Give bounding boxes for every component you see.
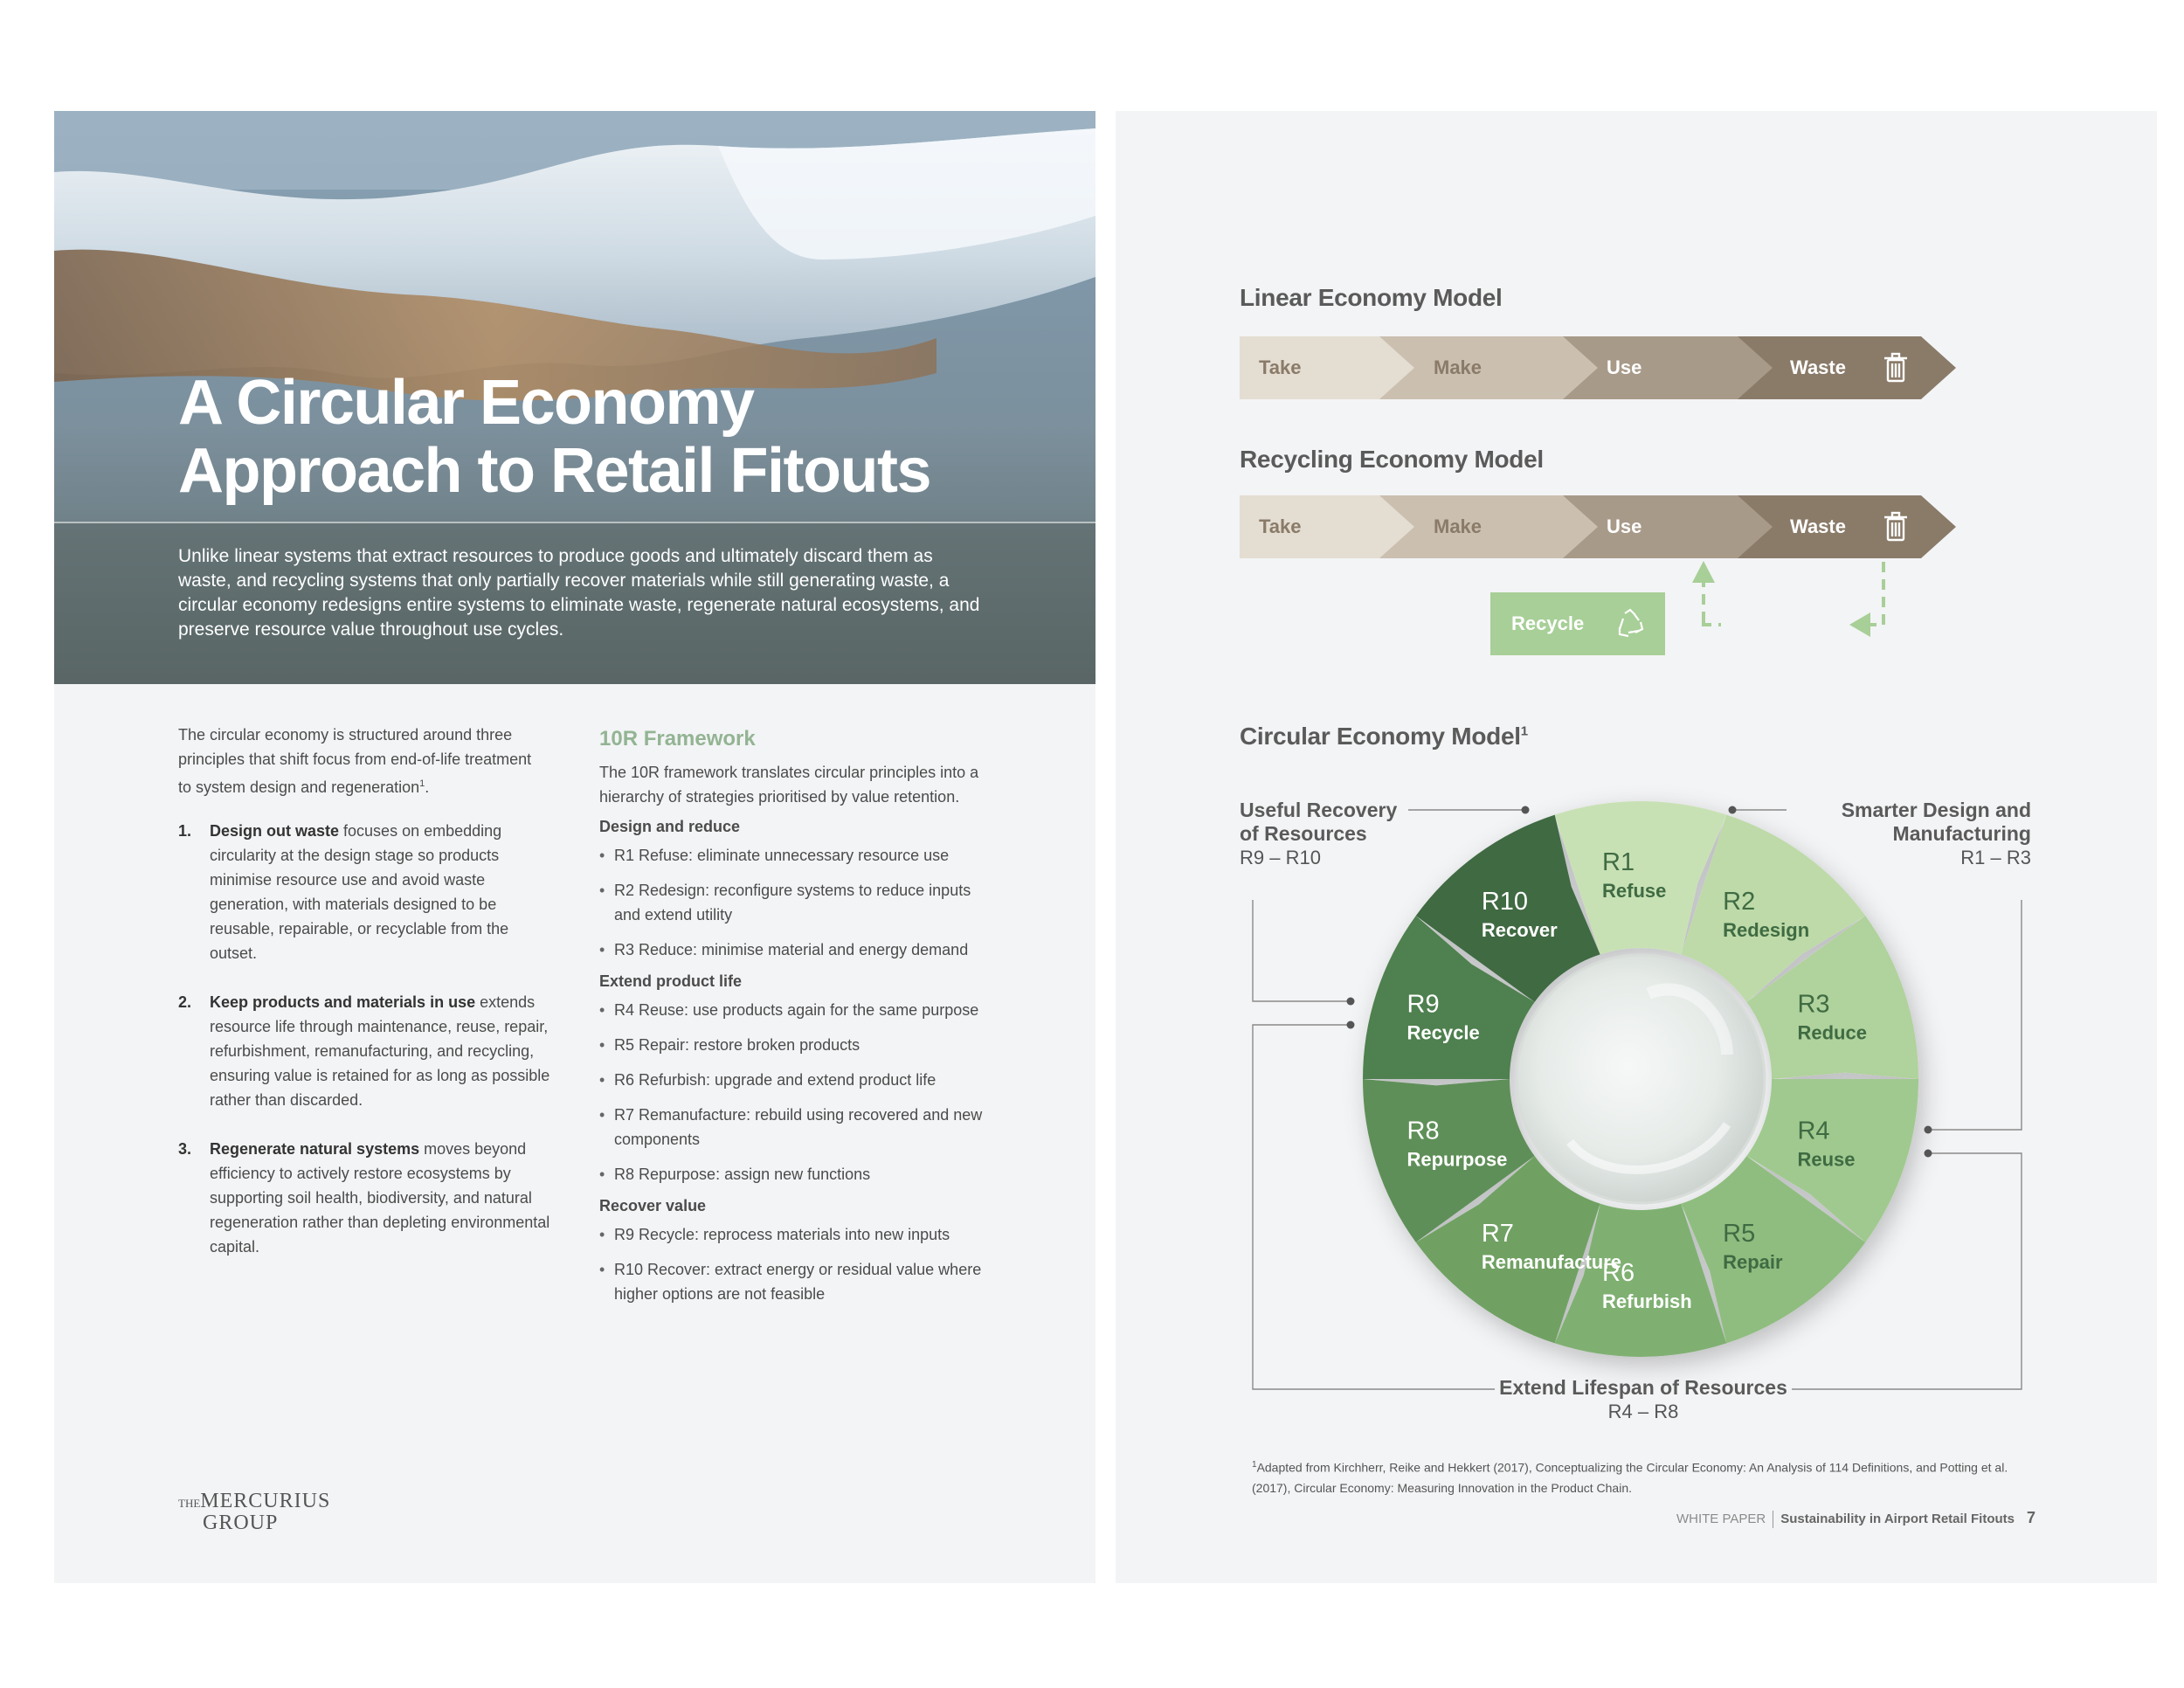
- logo-the: THE: [178, 1497, 201, 1510]
- list-item: • R8 Repurpose: assign new functions: [599, 1162, 1001, 1186]
- framework-group-heading: Design and reduce: [599, 818, 741, 835]
- list-item: • R10 Recover: extract energy or residual value where higher options are not feasible: [599, 1257, 1001, 1306]
- callout-extend-line1: Extend Lifespan of Resources: [1499, 1376, 1787, 1399]
- segment-code: R2: [1723, 887, 1756, 916]
- recycling-model-title: Recycling Economy Model: [1240, 446, 1544, 473]
- circular-footnote-ref: 1: [1520, 723, 1528, 739]
- segment-label: Reuse: [1797, 1148, 1856, 1171]
- hero-banner: [54, 111, 1095, 684]
- principle-item: [178, 990, 554, 1112]
- list-item: • R3 Reduce: minimise material and energy demand: [599, 937, 1001, 962]
- principle-text: focuses on embedding circularity at the design stage so products minimise resource use and avoid waste generation, with materials designed to be reusable, repairable, or recyclable from the outset.: [210, 822, 509, 962]
- left-page: [54, 111, 1095, 1583]
- callout-smarter-design: [1762, 799, 2031, 869]
- linear-model-title: Linear Economy Model: [1240, 284, 1503, 311]
- framework-intro: The 10R framework translates circular principles into a hierarchy of strategies prioritised by value retention.: [599, 764, 979, 806]
- segment-label: Redesign: [1723, 918, 1810, 941]
- step-take: Take: [1259, 356, 1302, 378]
- footnote-marker: 1: [1252, 1460, 1257, 1470]
- step-take: Take: [1259, 515, 1302, 537]
- step-waste: Waste: [1790, 515, 1846, 537]
- segment-label: Recover: [1481, 918, 1558, 941]
- footnote-text: Adapted from Kirchherr, Reike and Hekkert (2017), Conceptualizing the Circular Economy: An Analysis of 114 Definitions, and Potting et al. (2017), Circular Economy: Measuring Innovation in the Product Chain.: [1252, 1460, 2008, 1495]
- principle-number: 3.: [178, 1140, 192, 1158]
- principle-text: extends resource life through maintenance, reuse, repair, refurbishment, remanufacturing, and recycling, ensuring value is retained for as long as possible rather than discarded.: [210, 993, 550, 1109]
- intro-period: .: [425, 778, 430, 796]
- segment-code: R10: [1481, 887, 1529, 916]
- framework-group-heading: Recover value: [599, 1197, 707, 1214]
- callout-useful-recovery: [1240, 799, 1397, 869]
- framework-group-heading: Extend product life: [599, 972, 743, 990]
- principle-number: 1.: [178, 822, 192, 840]
- framework-section: [599, 727, 1001, 1317]
- right-page-content: [1116, 111, 2157, 1583]
- footer-title: Sustainability in Airport Retail Fitouts: [1780, 1512, 2015, 1526]
- step-use: Use: [1607, 515, 1642, 537]
- callout-useful-range: R9 – R10: [1240, 847, 1321, 868]
- step-waste: Waste: [1790, 356, 1846, 378]
- page-number: 7: [2026, 1509, 2035, 1526]
- segment-code: R3: [1797, 990, 1830, 1019]
- intro-footnote-ref: 1: [419, 778, 425, 789]
- principle-number: 2.: [178, 993, 192, 1011]
- circular-title-text: Circular Economy Model: [1240, 723, 1521, 750]
- callout-smarter-line1: Smarter Design and: [1841, 799, 2031, 821]
- list-item: • R6 Refurbish: upgrade and extend product life: [599, 1068, 1001, 1092]
- company-logo: [178, 1491, 330, 1532]
- intro-paragraph: [178, 723, 545, 799]
- list-item: • R4 Reuse: use products again for the same purpose: [599, 998, 1001, 1022]
- principle-item: [178, 1137, 554, 1259]
- callout-smarter-line2: Manufacturing: [1892, 822, 2031, 845]
- step-use: Use: [1607, 356, 1642, 378]
- footnote: [1252, 1455, 2021, 1498]
- hero-lead: Unlike linear systems that extract resources to produce goods and ultimately discard them as waste, and recycling systems that only partially recover materials while still generating waste, a circular economy redesigns entire systems to eliminate waste, regenerate natural ecosystems, and preserve resource value throughout use cycles.: [178, 546, 980, 640]
- page-title: [178, 369, 930, 505]
- principle-heading: Design out waste: [210, 822, 340, 840]
- framework-title: 10R Framework: [599, 727, 756, 751]
- list-item: • R5 Repair: restore broken products: [599, 1033, 1001, 1057]
- list-item: • R9 Recycle: reprocess materials into new inputs: [599, 1222, 1001, 1247]
- step-make: Make: [1434, 356, 1482, 378]
- segment-code: R1: [1602, 848, 1635, 876]
- segment-label: Reduce: [1797, 1021, 1867, 1044]
- callout-useful-line2: of Resources: [1240, 822, 1367, 845]
- list-item: • R7 Remanufacture: rebuild using recovered and new components: [599, 1103, 1001, 1152]
- principle-heading: Keep products and materials in use: [210, 993, 476, 1011]
- principles-list: [178, 819, 554, 1283]
- list-item: • R2 Redesign: reconfigure systems to reduce inputs and extend utility: [599, 878, 1001, 927]
- segment-code: R8: [1406, 1117, 1440, 1145]
- segment-label: Repurpose: [1406, 1148, 1508, 1171]
- principle-heading: Regenerate natural systems: [210, 1140, 420, 1158]
- framework-list: [599, 1222, 1001, 1306]
- segment-label: Refurbish: [1602, 1290, 1692, 1312]
- principle-item: [178, 819, 554, 965]
- segment-code: R7: [1481, 1220, 1514, 1249]
- segment-code: R4: [1797, 1117, 1830, 1145]
- callout-smarter-range: R1 – R3: [1960, 847, 2031, 868]
- page-footer: [1634, 1509, 2035, 1528]
- title-line-2: Approach to Retail Fitouts: [178, 436, 930, 506]
- segment-label: Repair: [1723, 1251, 1783, 1274]
- segment-code: R9: [1406, 990, 1440, 1019]
- segment-code: R6: [1602, 1259, 1635, 1287]
- framework-list: [599, 843, 1001, 962]
- list-item: • R1 Refuse: eliminate unnecessary resource use: [599, 843, 1001, 868]
- logo-line-1: MERCURIUS: [200, 1490, 331, 1512]
- logo-line-2: GROUP: [203, 1512, 279, 1534]
- principle-text: moves beyond efficiency to actively restore ecosystems by supporting soil health, biodiversity, and natural regeneration rather than depleting environmental capital.: [210, 1140, 550, 1256]
- framework-list: [599, 998, 1001, 1186]
- footer-label: WHITE PAPER: [1676, 1512, 1766, 1526]
- segment-label: Refuse: [1602, 880, 1667, 902]
- intro-text: The circular economy is structured around three principles that shift focus from end-of-life treatment to system design and regeneration: [178, 726, 532, 796]
- segment-label: Remanufacture: [1481, 1251, 1622, 1274]
- title-line-1: A Circular Economy: [178, 368, 754, 438]
- callout-useful-line1: Useful Recovery: [1240, 799, 1398, 821]
- segment-code: R5: [1723, 1220, 1756, 1249]
- step-make: Make: [1434, 515, 1482, 537]
- recycle-label: Recycle: [1511, 612, 1585, 634]
- callout-extend-lifespan: [1469, 1376, 1818, 1423]
- callout-extend-range: R4 – R8: [1607, 1401, 1679, 1422]
- hero-divider: [54, 522, 1095, 523]
- segment-label: Recycle: [1406, 1021, 1480, 1044]
